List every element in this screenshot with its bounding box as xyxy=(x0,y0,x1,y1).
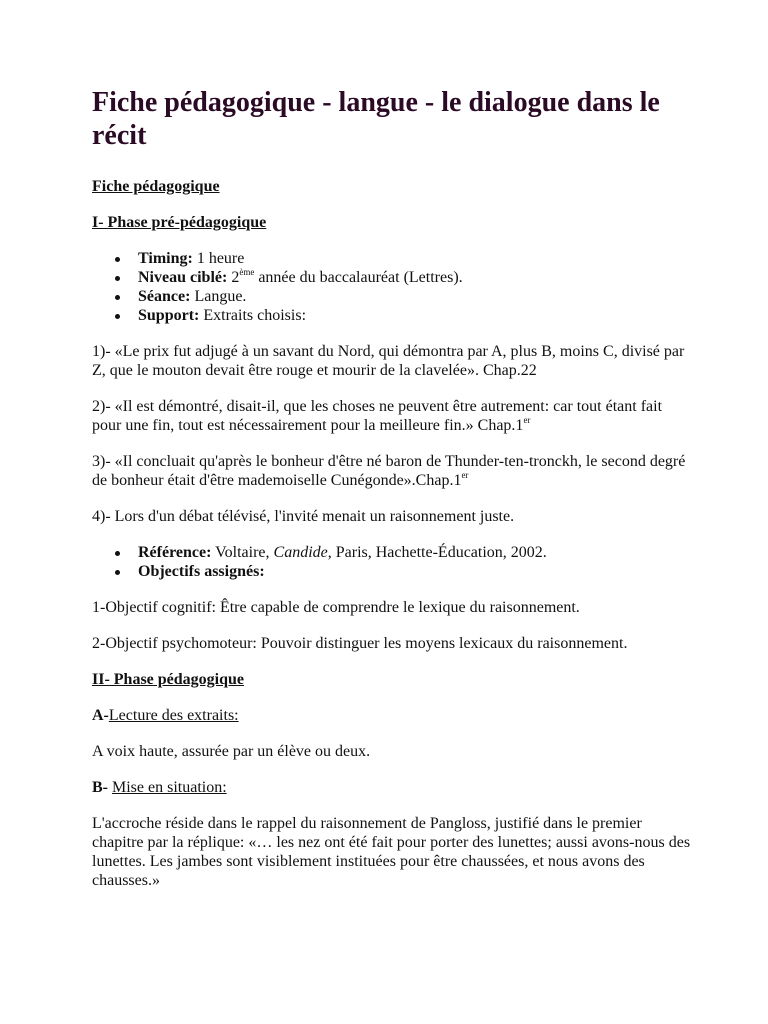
list-item-support: Support: Extraits choisis: xyxy=(138,306,692,325)
objective-cognitive: 1-Objectif cognitif: Être capable de comprendre le lexique du raisonnement. xyxy=(92,599,580,616)
list-item-level: Niveau ciblé: 2ème année du baccalauréat (Lettres). xyxy=(138,268,692,287)
list-item-session: Séance: Langue. xyxy=(138,287,692,306)
section-b-heading: B- Mise en situation: xyxy=(92,779,227,796)
extract-2: 2)- «Il est démontré, disait-il, que les choses ne peuvent être autrement: car tout étant fait pour une fin, tout est nécessairement pour la meilleure fin.» Chap.1er xyxy=(92,398,663,434)
extract-3: 3)- «Il concluait qu'après le bonheur d'être né baron de Thunder-ten-tronckh, le second degré de bonheur était d'être mademoiselle Cunégonde».Chap.1er xyxy=(92,453,686,489)
phase2-heading: II- Phase pédagogique xyxy=(92,671,245,688)
extract-4: 4)- Lors d'un débat télévisé, l'invité menait un raisonnement juste. xyxy=(92,508,515,525)
section-a-heading: A-Lecture des extraits: xyxy=(92,707,239,724)
section-a-text: A voix haute, assurée par un élève ou deux. xyxy=(92,743,371,760)
list-item-timing: Timing: 1 heure xyxy=(138,249,692,268)
list-item-reference: Référence: Voltaire, Candide, Paris, Hachette-Éducation, 2002. xyxy=(138,543,692,562)
page-title: Fiche pédagogique - langue - le dialogue dans le récit xyxy=(92,87,660,151)
list-item-objectives: Objectifs assignés: xyxy=(138,562,692,581)
section-b-text: L'accroche réside dans le rappel du raisonnement de Pangloss, justifié dans le premier chapitre par la réplique: «… les nez ont été fait pour porter des lunettes; aussi avons-nous des lunettes. Les jambes sont visiblement instituées pour être chaussées, et nous avons des chausses.» xyxy=(92,815,691,889)
phase1-list xyxy=(92,249,692,325)
document-content xyxy=(92,86,692,907)
subtitle: Fiche pédagogique xyxy=(92,178,220,195)
phase1-heading: I- Phase pré-pédagogique xyxy=(92,214,267,231)
extract-1: 1)- «Le prix fut adjugé à un savant du Nord, qui démontra par A, plus B, moins C, divisé par Z, que le mouton devait être rouge et mourir de la clavelée». Chap.22 xyxy=(92,343,685,379)
reference-list xyxy=(92,543,692,581)
objective-psychomotor: 2-Objectif psychomoteur: Pouvoir distinguer les moyens lexicaux du raisonnement. xyxy=(92,635,628,652)
